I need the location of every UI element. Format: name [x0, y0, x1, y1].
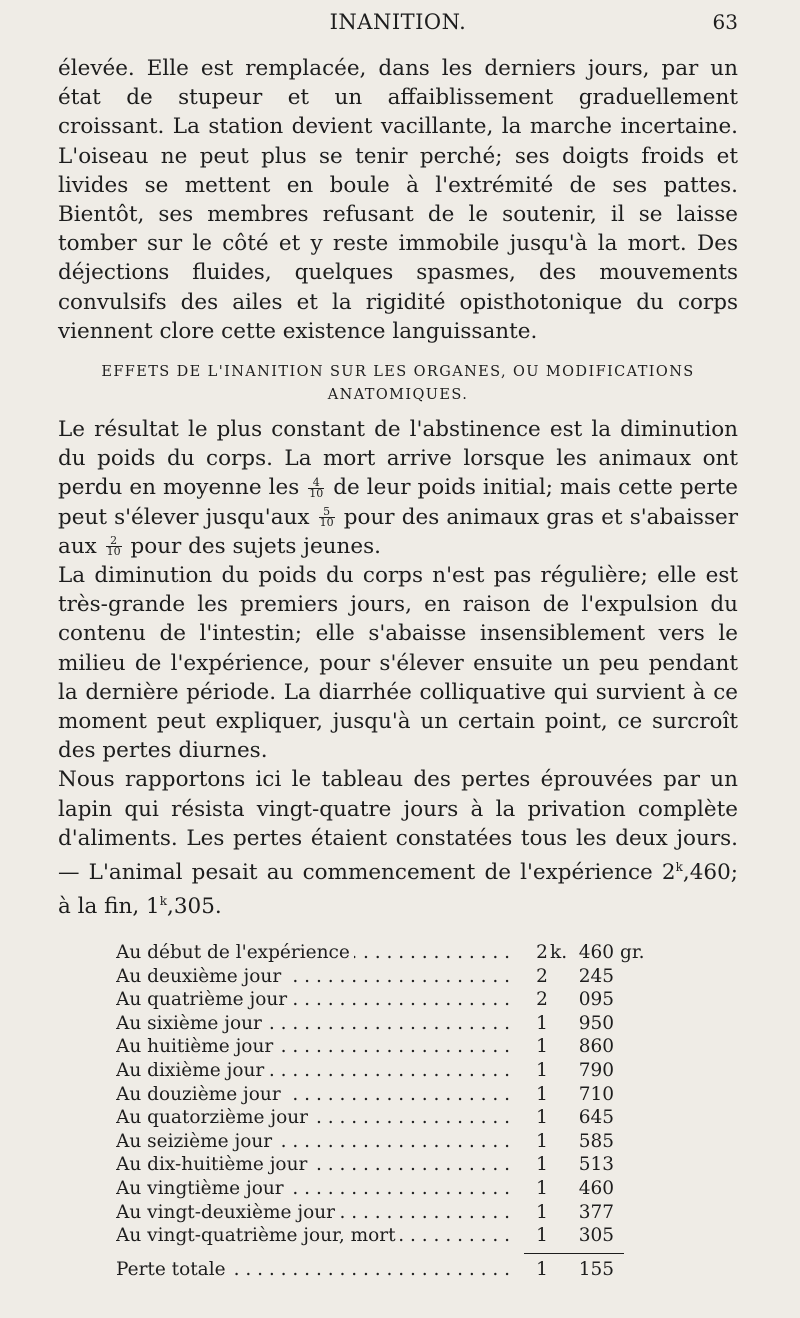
table-row — [116, 1131, 656, 1155]
row-kilograms: 2 — [536, 965, 548, 987]
row-label: Au dixième jour — [116, 1060, 268, 1081]
table-row — [116, 1107, 656, 1131]
row-kilograms: 2 — [536, 942, 548, 963]
row-label: Au douzième jour — [116, 1084, 285, 1105]
page-number: 63 — [712, 10, 738, 34]
rabbit-intro-part1: Nous rapportons ici le tableau des pertes éprouvées par un lapin qui résista vingt-quatre jours à la privation complète d'aliments. Les pertes étaient constatées tous les deux jours. — L'animal pesait au commencement de l'expérience 2 — [58, 767, 738, 886]
section-heading: EFFETS DE L'INANITION SUR LES ORGANES, OU MODIFICATIONS ANATOMIQUES. — [101, 364, 695, 404]
running-title: INANITION. — [329, 10, 467, 34]
table-row — [116, 1154, 656, 1178]
paragraph-weight-loss-part3: pour des animaux gras et s'abaisser aux — [58, 504, 738, 559]
fraction-numerator: 5 — [319, 507, 335, 518]
row-label: Au quatrième jour — [116, 989, 291, 1010]
unit-superscript: k — [675, 860, 683, 875]
row-label: Au sixième jour — [116, 1013, 266, 1034]
row-grams: 305 — [578, 1225, 614, 1247]
row-kilograms: 1 — [536, 1083, 548, 1105]
paragraph-irregular-loss: La diminution du poids du corps n'est pas régulière; elle est très-grande les premiers jours, en raison de l'expulsion du contenu de l'intestin; elle s'abaisse insensiblement vers le milieu de l'expérience, pour s'élever ensuite un peu pendant la dernière période. La diarrhée colliquative qui survient à ce moment peut expliquer, jusqu'à un certain point, ce surcroît des pertes diurnes. — [58, 563, 738, 764]
row-grams: 645 — [578, 1107, 614, 1129]
fraction-numerator: 2 — [106, 536, 122, 547]
row-grams: 095 — [578, 989, 614, 1011]
row-kilograms: 1 — [536, 1201, 548, 1223]
total-grams: 155 — [578, 1258, 614, 1280]
rabbit-intro-part3: ,305. — [167, 894, 222, 920]
row-label: Au début de l'expérience — [116, 942, 354, 963]
row-kilograms: 1 — [536, 1225, 548, 1247]
rabbit-intro-part2: ,460; à la fin, 1 — [58, 860, 738, 920]
row-grams: 790 — [578, 1059, 614, 1081]
row-label: Au dix-huitième jour — [116, 1154, 311, 1175]
unit-superscript: k — [159, 894, 167, 909]
fraction-five-tenths — [319, 507, 335, 528]
row-label: Au huitième jour — [116, 1036, 277, 1057]
row-label: Au deuxième jour — [116, 966, 285, 987]
row-kilograms: 2 — [536, 989, 548, 1011]
row-grams: 460 — [578, 1177, 614, 1199]
row-grams: 585 — [578, 1130, 614, 1152]
weight-loss-table — [116, 942, 656, 1282]
paragraph-weight-loss — [58, 415, 738, 561]
table-row — [116, 1013, 656, 1037]
row-grams: 460 — [578, 942, 614, 963]
row-label: Au vingt-deuxième jour — [116, 1202, 339, 1223]
row-grams: 377 — [578, 1201, 614, 1223]
row-label: Au quatorzième jour — [116, 1107, 312, 1128]
fraction-denominator: 10 — [106, 545, 121, 559]
row-kilograms: 1 — [536, 1036, 548, 1058]
table-row — [116, 1225, 656, 1249]
table-row — [116, 1084, 656, 1108]
row-kilograms: 1 — [536, 1107, 548, 1129]
total-rule — [116, 1249, 656, 1259]
table-row — [116, 1178, 656, 1202]
row-grams: 860 — [578, 1036, 614, 1058]
total-kilograms: 1 — [536, 1258, 548, 1280]
table-row — [116, 1036, 656, 1060]
row-kilograms: 1 — [536, 1130, 548, 1152]
row-label: Au vingtième jour — [116, 1178, 288, 1199]
fraction-numerator: 4 — [308, 478, 324, 489]
row-label: Au vingt-quatrième jour, mort — [116, 1225, 400, 1246]
table-row — [116, 966, 656, 990]
paragraph-weight-loss-part2: de leur poids initial; mais cette perte peut s'élever jusqu'aux — [58, 475, 738, 530]
paragraph-weight-loss-part1: Le résultat le plus constant de l'abstinence est la diminution du poids du corps. La mort arrive lorsque les animaux ont perdu en moyenne les — [58, 417, 738, 501]
row-grams: 950 — [578, 1012, 614, 1034]
row-grams: 710 — [578, 1083, 614, 1105]
table-row — [116, 1060, 656, 1084]
row-kilograms: 1 — [536, 1012, 548, 1034]
total-row — [116, 1259, 656, 1283]
table-row — [116, 989, 656, 1013]
row-kilograms: 1 — [536, 1059, 548, 1081]
row-kilograms: 1 — [536, 1154, 548, 1176]
kilogram-unit: k. — [550, 942, 568, 963]
table-row — [116, 1202, 656, 1226]
gram-unit: gr. — [620, 942, 645, 963]
total-label: Perte totale — [116, 1259, 230, 1280]
row-grams: 513 — [578, 1154, 614, 1176]
paragraph-weight-loss-part4: pour des sujets jeunes. — [130, 533, 381, 559]
row-kilograms: 1 — [536, 1177, 548, 1199]
fraction-denominator: 10 — [319, 516, 334, 530]
running-head — [58, 6, 738, 42]
row-grams: 245 — [578, 965, 614, 987]
fraction-denominator: 10 — [309, 486, 324, 500]
page-body — [58, 54, 738, 922]
paragraph-stupor: élevée. Elle est remplacée, dans les derniers jours, par un état de stupeur et un affaiblissement graduellement croissant. La station devient vacillante, la marche incertaine. L'oiseau ne peut plus se tenir perché; ses doigts froids et livides se mettent en boule à l'extrémité de ses pattes. Bientôt, ses membres refusant de le soutenir, il se laisse tomber sur le côté et y reste immobile jusqu'à la mort. Des déjections fluides, quelques spasmes, des mouvements convulsifs des ailes et la rigidité opisthotonique du corps viennent clore cette existence languissante. — [58, 56, 738, 344]
row-label: Au seizième jour — [116, 1131, 276, 1152]
table-row — [116, 942, 656, 966]
fraction-two-tenths — [106, 536, 122, 557]
fraction-four-tenths — [308, 475, 324, 500]
paragraph-rabbit-table-intro — [58, 765, 738, 921]
